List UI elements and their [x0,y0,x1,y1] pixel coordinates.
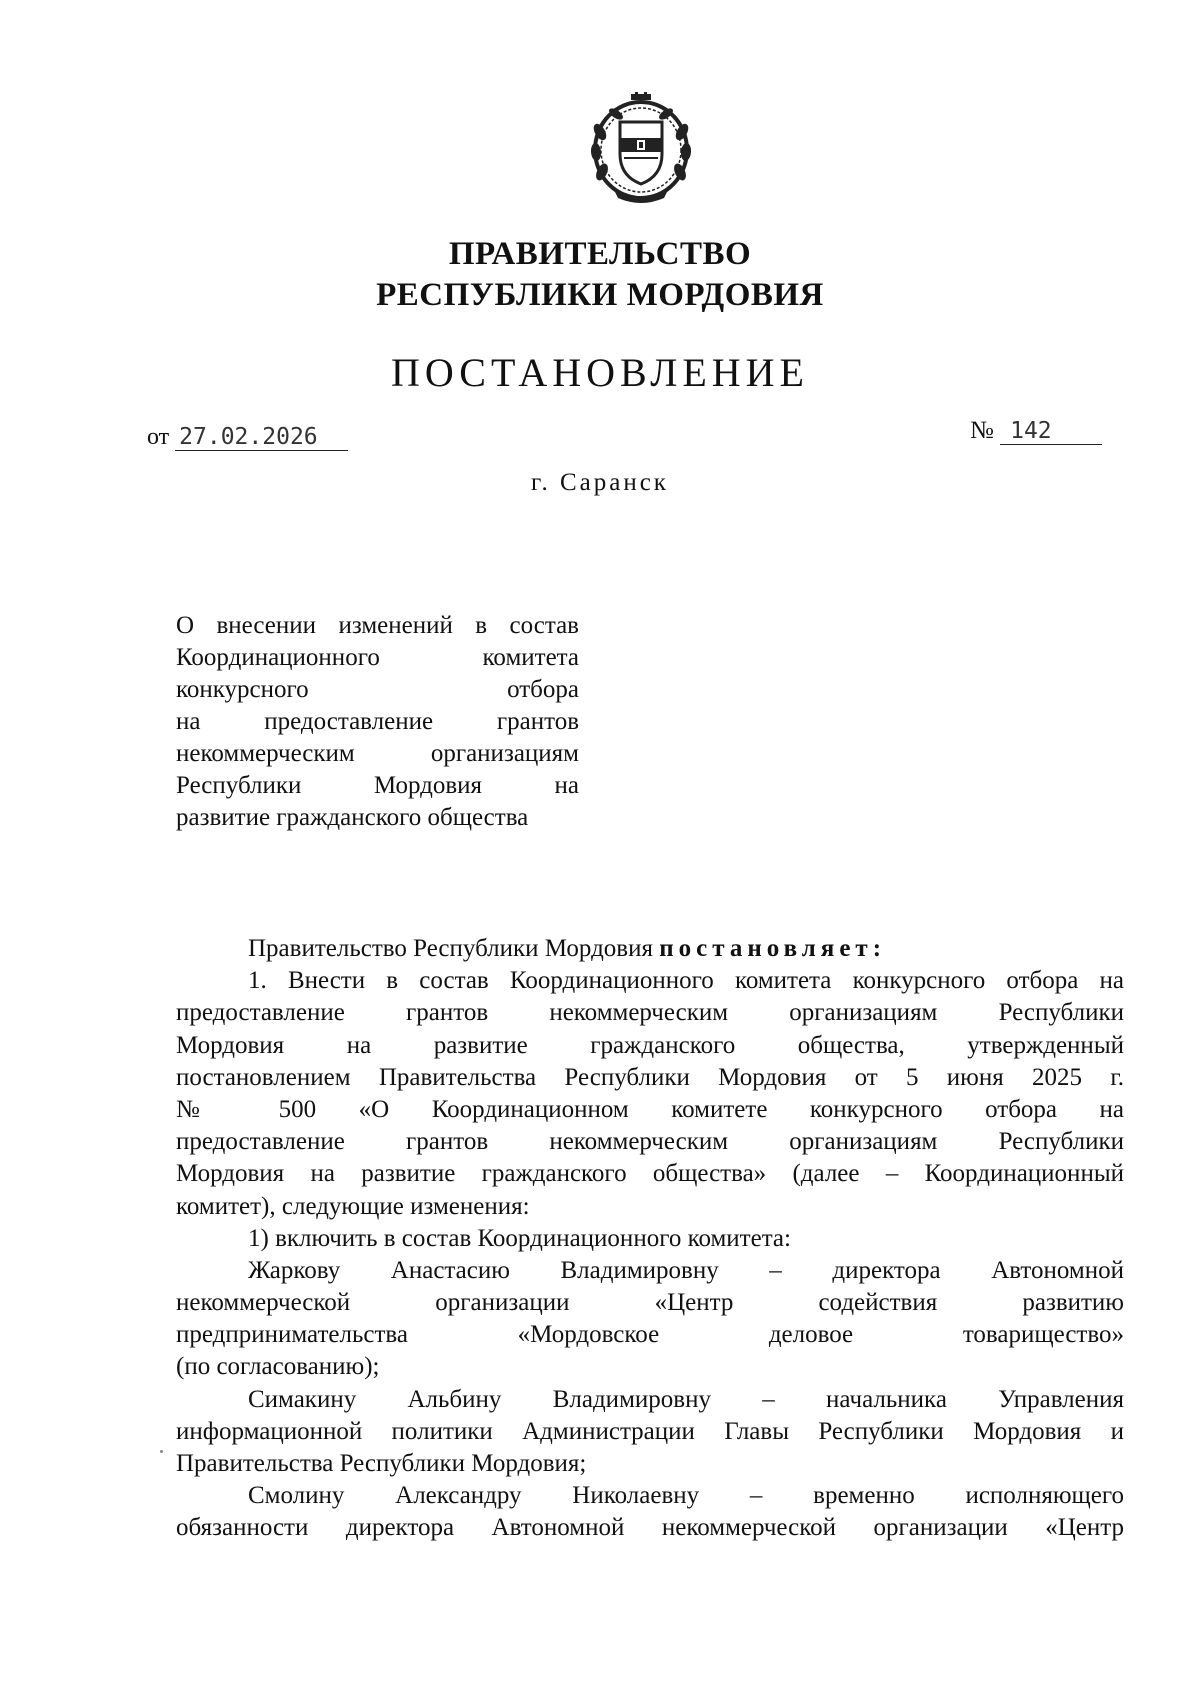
intro-decree-word: постановляет: [659,935,887,962]
body-line: обязанности директора Автономной некоммерческой организации «Центр [176,1514,1124,1542]
city: г. Саранск [531,469,669,496]
date-value: 27.02.2026 [175,425,347,451]
body-line: 1) включить в состав Координационного комитета: [248,1224,791,1252]
number-prefix: № [970,417,994,444]
body-line: информационной политики Администрации Главы Республики Мордовия и [176,1417,1124,1445]
title-line: Координационного комитета [176,644,579,671]
body-line: Мордовия на развитие гражданского общества, утвержденный [176,1031,1124,1059]
body-intro [176,933,1124,965]
title-line: на предоставление грантов [176,708,579,735]
body-line: некоммерческой организации «Центр содействия развитию [176,1289,1124,1317]
intro-text: Правительство Республики Мордовия [248,935,653,962]
date-prefix: от [147,424,170,450]
body-line: постановлением Правительства Республики Мордовия от 5 июня 2025 г. [176,1063,1124,1091]
body-line: комитет), следующие изменения: [176,1192,530,1220]
body-line: Смолину Александру Николаевну – временно исполняющего [248,1482,1124,1510]
number-value: 142 [1000,419,1102,445]
government-name-line2: РЕСПУБЛИКИ МОРДОВИЯ [376,277,824,313]
body-line: № 500 «О Координационном комитете конкурсного отбора на [176,1095,1124,1123]
body-line: Мордовия на развитие гражданского общества» (далее – Координационный [176,1160,1124,1188]
body-line: Жаркову Анастасию Владимировну – директора Автономной [248,1256,1124,1284]
body-line: предоставление грантов некоммерческим организациям Республики [176,999,1124,1027]
document-body [176,933,1124,1545]
document-date [147,422,348,452]
title-line: некоммерческим организациям [176,740,579,767]
title-line: О внесении изменений в состав [176,612,579,639]
title-line: конкурсного отбора [176,676,579,703]
document-title [176,610,579,834]
title-line: развитие гражданского общества [176,804,529,831]
body-line: предоставление грантов некоммерческим организациям Республики [176,1128,1124,1156]
coat-of-arms-icon [590,92,692,204]
body-line: Симакину Альбину Владимировну – начальника Управления [248,1385,1124,1413]
body-line: Правительства Республики Мордовия; [176,1450,587,1477]
title-line: Республики Мордовия на [176,772,579,799]
body-line: (по согласованию); [176,1353,380,1381]
government-name-line1: ПРАВИТЕЛЬСТВО [448,236,752,272]
scan-speck [160,1450,163,1453]
body-line: предпринимательства «Мордовское деловое товарищество» [176,1321,1124,1349]
document-number [970,416,1102,446]
body-line: 1. Внести в состав Координационного комитета конкурсного отбора на [248,967,1124,995]
document-type: ПОСТАНОВЛЕНИЕ [391,350,809,395]
